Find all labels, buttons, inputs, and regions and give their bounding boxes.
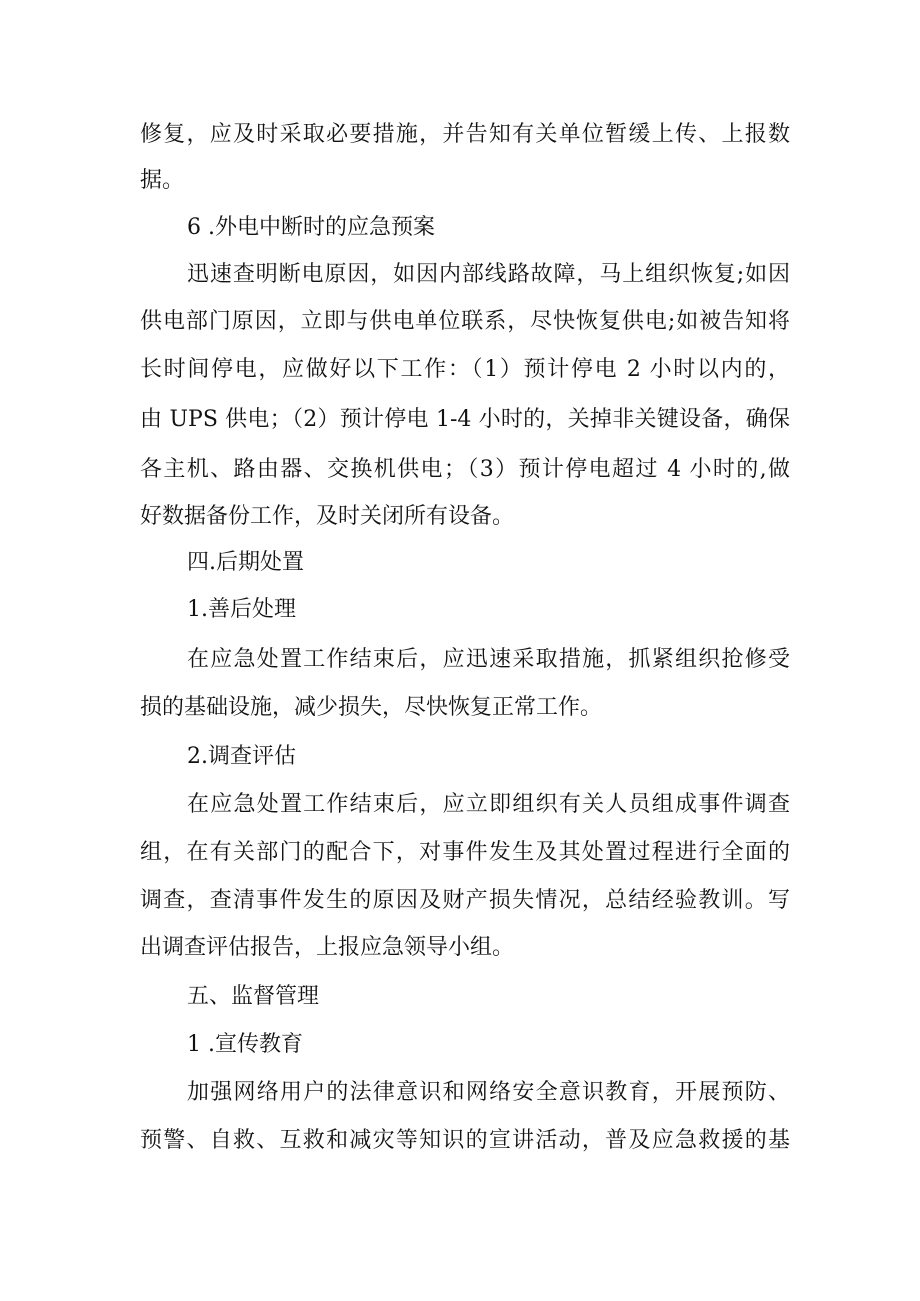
body-text-line: 组，在有关部门的配合下，对事件发生及其处置过程进行全面的 bbox=[140, 840, 790, 865]
section-heading: 6 .外电中断时的应急预案 bbox=[187, 215, 435, 240]
body-text-line: 迅速查明断电原因，如因内部线路故障，马上组织恢复;如因 bbox=[187, 262, 790, 287]
subsection-heading: 2.调查评估 bbox=[187, 744, 296, 769]
section-heading: 五、监督管理 bbox=[187, 984, 320, 1009]
body-text-line: 加强网络用户的法律意识和网络安全意识教育，开展预防、 bbox=[187, 1080, 790, 1105]
body-text-line: 好数据备份工作，及时关闭所有设备。 bbox=[140, 504, 515, 529]
body-text-line: 在应急处置工作结束后，应迅速采取措施，抓紧组织抢修受 bbox=[187, 647, 790, 672]
body-text-line: 供电部门原因，立即与供电单位联系，尽快恢复供电;如被告知将 bbox=[140, 309, 790, 334]
body-text-line: 调查，查清事件发生的原因及财产损失情况，总结经验教训。写 bbox=[140, 888, 790, 913]
body-text-line: 长时间停电，应做好以下工作：（1）预计停电 2 小时以内的， bbox=[140, 357, 790, 382]
body-text-line: 预警、自救、互救和减灾等知识的宣讲活动，普及应急救援的基 bbox=[140, 1128, 790, 1153]
body-text-line: 在应急处置工作结束后，应立即组织有关人员组成事件调查 bbox=[187, 792, 790, 817]
body-text-line: 出调查评估报告，上报应急领导小组。 bbox=[140, 935, 515, 960]
section-heading: 四.后期处置 bbox=[187, 550, 304, 575]
body-text-line: 由 UPS 供电；（2）预计停电 1-4 小时的，关掉非关键设备，确保 bbox=[140, 407, 790, 432]
body-text-line: 据。 bbox=[140, 168, 185, 193]
body-text-line: 修复，应及时采取必要措施，并告知有关单位暂缓上传、上报数 bbox=[140, 122, 790, 147]
body-text-line: 各主机、路由器、交换机供电；（3）预计停电超过 4 小时的,做 bbox=[140, 457, 790, 482]
body-text-line: 损的基础设施，减少损失，尽快恢复正常工作。 bbox=[140, 695, 603, 720]
subsection-heading: 1 .宣传教育 bbox=[187, 1032, 303, 1057]
subsection-heading: 1.善后处理 bbox=[187, 597, 296, 622]
